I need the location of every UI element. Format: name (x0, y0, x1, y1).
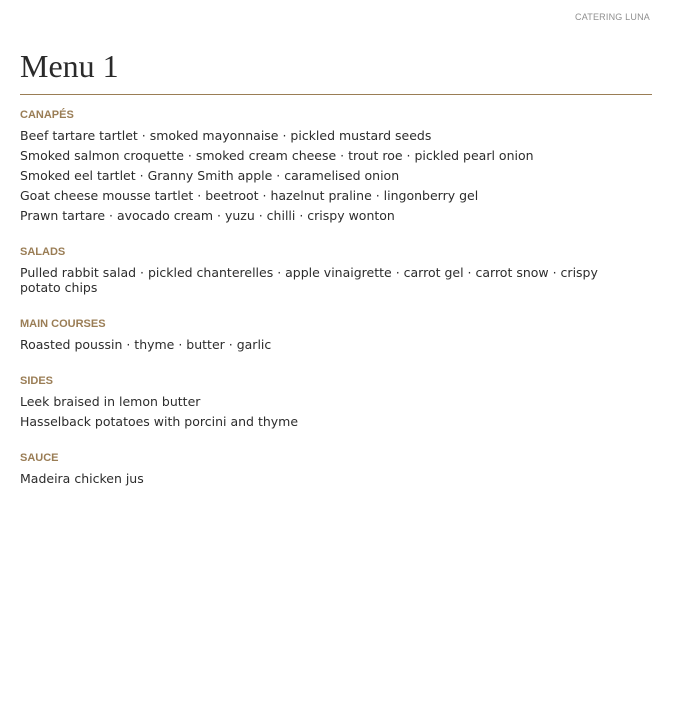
page-title: Menu 1 (20, 48, 119, 84)
section-sides (20, 374, 630, 429)
menu-item: Madeira chicken jus (20, 471, 144, 486)
menu-item: Roasted poussin · thyme · butter · garlic (20, 337, 272, 352)
menu-content (20, 108, 630, 508)
section-heading: MAIN COURSES (20, 318, 106, 330)
menu-item: Goat cheese mousse tartlet · beetroot · hazelnut praline · lingonberry gel (20, 188, 479, 203)
menu-item: Smoked salmon croquette · smoked cream cheese · trout roe · pickled pearl onion (20, 148, 534, 163)
section-heading: SALADS (20, 246, 66, 258)
title-divider (20, 94, 652, 95)
menu-item: Leek braised in lemon butter (20, 394, 201, 409)
menu-item: Prawn tartare · avocado cream · yuzu · chilli · crispy wonton (20, 208, 395, 223)
menu-item: Smoked eel tartlet · Granny Smith apple · caramelised onion (20, 168, 400, 183)
section-salads (20, 245, 630, 295)
section-sauce (20, 451, 630, 486)
section-heading: SIDES (20, 375, 54, 387)
brand-label: CATERING LUNA (575, 12, 650, 22)
section-heading: CANAPÉS (20, 109, 74, 121)
menu-item: Pulled rabbit salad · pickled chanterelles · apple vinaigrette · carrot gel · carrot snow · crispy potato chips (20, 265, 598, 295)
section-canapes (20, 108, 630, 223)
menu-item: Beef tartare tartlet · smoked mayonnaise · pickled mustard seeds (20, 128, 432, 143)
menu-item: Hasselback potatoes with porcini and thyme (20, 414, 299, 429)
section-main-courses (20, 317, 630, 352)
section-heading: SAUCE (20, 452, 59, 464)
